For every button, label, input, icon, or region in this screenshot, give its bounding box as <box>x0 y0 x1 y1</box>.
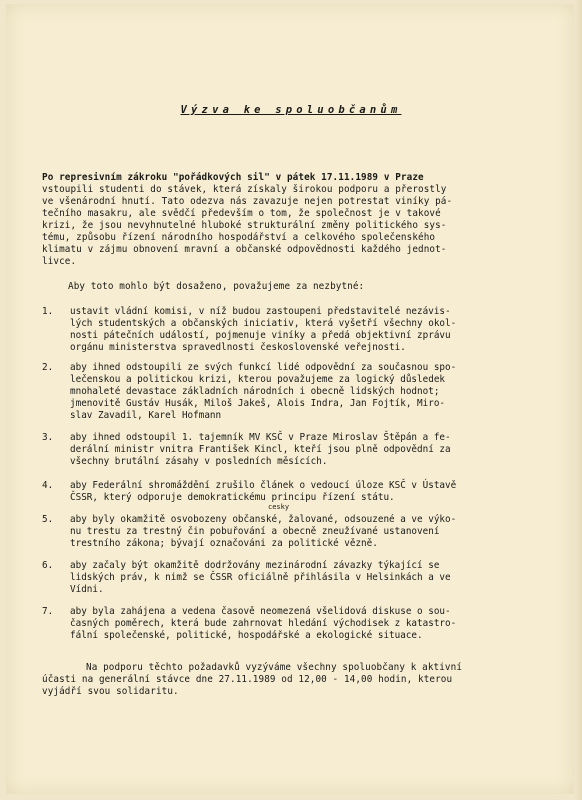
item-line: lečenskou a politickou krizi, kterou považujeme za logický důsledek <box>70 374 446 385</box>
item-line: časných poměrech, která bude zahrnovat hledání východisek z katastro- <box>70 618 457 629</box>
item-line: aby ihned odstoupili ze svých funkcí lidé odpovědní za současnou spo- <box>70 362 457 373</box>
item-line: mnohaleté devastace základních národních i obecně lidských hodnot; <box>70 386 440 397</box>
item-line: aby začaly být okamžitě dodržovány mezinárodní závazky týkající se <box>70 560 440 571</box>
item-line: lidských práv, k nimž se ČSSR oficiálně přihlásila v Helsinkách a ve <box>70 572 451 583</box>
item-line: trestního zákona; bývají označováni za politické vězně. <box>70 538 378 549</box>
lead-sentence: Aby toto mohlo být dosaženo, považujeme za nezbytné: <box>68 281 365 292</box>
item-line: aby ihned odstoupil 1. tajemník MV KSČ v Praze Miroslav Štěpán a fe- <box>70 432 451 443</box>
handwritten-correction: cesky <box>268 503 290 511</box>
item-line: slav Zavadil, Karel Hofmann <box>70 410 222 421</box>
item-number: 4. <box>42 480 54 491</box>
item-number: 5. <box>42 514 54 525</box>
item-line: ČSSR, který odporuje demokratickému principu řízení státu. <box>70 492 395 503</box>
item-line: nosti pátečních událostí, pojmenuje viníky a předá objektivní zprávu <box>70 330 451 341</box>
item-line: aby byla zahájena a vedena časově neomezená všelidová diskuse o sou- <box>70 606 451 617</box>
intro-line-3: ve všenárodní hnutí. Tato odezva nás zavazuje nejen potrestat viníky pá- <box>42 196 453 207</box>
item-line: aby byly okamžitě osvobozeny občanské, žalované, odsouzené a ve výko- <box>70 514 457 525</box>
intro-line-1: Po represivním zákroku "pořádkových sil" v pátek 17.11.1989 v Praze <box>42 172 424 183</box>
intro-line-7: klimatu v zájmu obnovení mravní a občanské odpovědnosti každého jednot- <box>42 244 447 255</box>
intro-line-4: tečního masakru, ale svědčí především o tom, že společnost je v takové <box>42 208 441 219</box>
item-line: všechny brutální zásahy v posledních měsících. <box>70 456 328 467</box>
item-number: 6. <box>42 560 54 571</box>
paper-edge <box>574 0 582 800</box>
item-number: 3. <box>42 432 54 443</box>
intro-line-5: krizi, že jsou nevyhnutelné hluboké strukturální změny politického sys- <box>42 220 447 231</box>
intro-line-6: tému, způsobu řízení národního hospodářství a celkového společenského <box>42 232 436 243</box>
item-line: derální ministr vnitra František Kincl, kteří jsou plně odpovědní za <box>70 444 451 455</box>
item-line: nu trestu za trestný čin pobuřování a obecně zneužívané ustanovení <box>70 526 440 537</box>
item-number: 2. <box>42 362 54 373</box>
item-line: jmenovitě Gustáv Husák, Miloš Jakeš, Alois Indra, Jan Fojtík, Miro- <box>70 398 446 409</box>
intro-line-2: vstoupili studenti do stávek, která získaly širokou podporu a přerostly <box>42 184 447 195</box>
closing-line-2: účasti na generální stávce dne 27.11.1989 od 12,00 - 14,00 hodin, kterou <box>42 674 453 685</box>
document-title: Výzva ke spoluobčanům <box>180 104 402 116</box>
item-number: 1. <box>42 306 54 317</box>
item-line: Vídni. <box>70 584 104 595</box>
closing-line-1: Na podporu těchto požadavků vyzýváme všechny spoluobčany k aktivní <box>86 662 463 673</box>
item-line: fální společenské, politické, hospodářské a ekologické situace. <box>70 630 423 641</box>
item-line: orgánu ministerstva spravedlnosti československé veřejnosti. <box>70 342 406 353</box>
intro-line-8: livce. <box>42 256 77 267</box>
closing-line-3: vyjádří svou solidaritu. <box>42 686 179 697</box>
item-line: ustavit vládní komisi, v níž budou zastoupeni představitelé nezávis- <box>70 306 451 317</box>
item-line: aby Federální shromáždění zrušilo článek o vedoucí úloze KSČ v Ústavě <box>70 480 457 491</box>
item-line: lých studentských a občanských iniciativ, která vyšetří všechny okol- <box>70 318 457 329</box>
item-number: 7. <box>42 606 54 617</box>
